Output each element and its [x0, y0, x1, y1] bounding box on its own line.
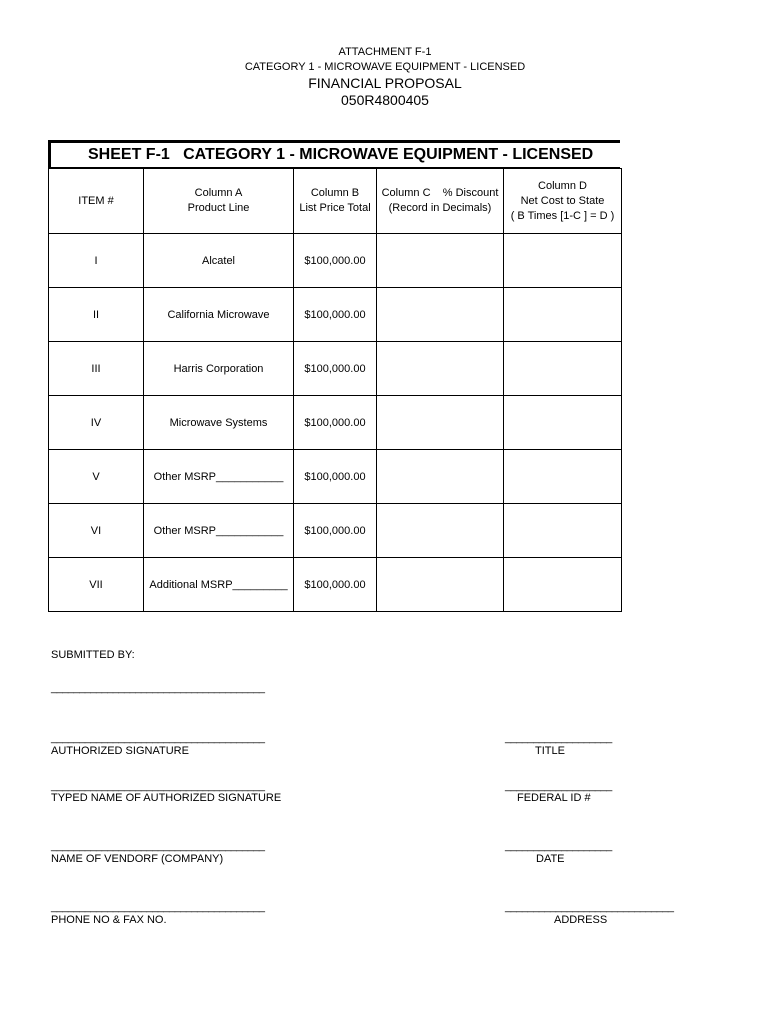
sheet-title: SHEET F-1 CATEGORY 1 - MICROWAVE EQUIPMENT - LICENSED [88, 146, 594, 163]
net-cost-field[interactable] [504, 342, 622, 396]
item-number: VI [49, 504, 144, 558]
product-line: Microwave Systems [144, 396, 294, 450]
phone-fax-line[interactable]: ______________________________________ [51, 901, 265, 913]
product-line: Other MSRP___________ [144, 450, 294, 504]
date-label: DATE [536, 853, 565, 865]
vendor-name-label: NAME OF VENDORF (COMPANY) [51, 853, 224, 865]
header-column-a: Column A Product Line [144, 169, 294, 234]
header-item: ITEM # [49, 169, 144, 234]
item-number: V [49, 450, 144, 504]
net-cost-field[interactable] [504, 450, 622, 504]
vendor-name-line[interactable]: ______________________________________ [51, 840, 265, 852]
item-number: IV [49, 396, 144, 450]
federal-id-line[interactable]: ___________________ [505, 780, 612, 792]
submitted-by-line[interactable]: ______________________________________ [51, 682, 265, 694]
list-price: $100,000.00 [294, 450, 377, 504]
title-line[interactable]: ___________________ [505, 732, 612, 744]
discount-field[interactable] [377, 504, 504, 558]
product-line: Alcatel [144, 234, 294, 288]
item-number: I [49, 234, 144, 288]
product-line: California Microwave [144, 288, 294, 342]
document-number: 050R4800405 [341, 92, 429, 108]
table-row [49, 450, 622, 504]
table-row [49, 396, 622, 450]
category-label: CATEGORY 1 - MICROWAVE EQUIPMENT - LICENSED [244, 61, 526, 73]
header-column-c: Column C % Discount (Record in Decimals) [377, 169, 504, 234]
discount-field[interactable] [377, 234, 504, 288]
submitted-by-label: SUBMITTED BY: [51, 649, 135, 661]
header-column-d: Column D Net Cost to State ( B Times [1-C ] = D ) [504, 169, 622, 234]
discount-field[interactable] [377, 396, 504, 450]
product-line: Other MSRP___________ [144, 504, 294, 558]
typed-name-line[interactable]: ______________________________________ [51, 780, 265, 792]
net-cost-field[interactable] [504, 396, 622, 450]
item-number: VII [49, 558, 144, 612]
list-price: $100,000.00 [294, 288, 377, 342]
federal-id-label: FEDERAL ID # [517, 792, 591, 804]
address-line[interactable]: ______________________________ [505, 901, 674, 913]
table-header-row [49, 169, 622, 234]
net-cost-field[interactable] [504, 504, 622, 558]
net-cost-field[interactable] [504, 288, 622, 342]
net-cost-field[interactable] [504, 558, 622, 612]
table-row [49, 288, 622, 342]
list-price: $100,000.00 [294, 396, 377, 450]
authorized-signature-line[interactable]: ______________________________________ [51, 732, 265, 744]
authorized-signature-label: AUTHORIZED SIGNATURE [51, 745, 189, 757]
title-label: TITLE [535, 745, 565, 757]
discount-field[interactable] [377, 288, 504, 342]
document-title: FINANCIAL PROPOSAL [308, 75, 462, 91]
item-number: III [49, 342, 144, 396]
product-line: Additional MSRP_________ [144, 558, 294, 612]
date-line[interactable]: ___________________ [505, 840, 612, 852]
table-row [49, 234, 622, 288]
sheet-title-box [48, 140, 620, 168]
discount-field[interactable] [377, 450, 504, 504]
list-price: $100,000.00 [294, 558, 377, 612]
pricing-table [48, 168, 622, 612]
list-price: $100,000.00 [294, 234, 377, 288]
table-row [49, 558, 622, 612]
document-header [0, 45, 770, 109]
discount-field[interactable] [377, 342, 504, 396]
table-row [49, 504, 622, 558]
typed-name-label: TYPED NAME OF AUTHORIZED SIGNATURE [51, 792, 282, 804]
item-number: II [49, 288, 144, 342]
list-price: $100,000.00 [294, 504, 377, 558]
net-cost-field[interactable] [504, 234, 622, 288]
phone-fax-label: PHONE NO & FAX NO. [51, 914, 167, 926]
list-price: $100,000.00 [294, 342, 377, 396]
discount-field[interactable] [377, 558, 504, 612]
table-row [49, 342, 622, 396]
address-label: ADDRESS [554, 914, 608, 926]
product-line: Harris Corporation [144, 342, 294, 396]
attachment-label: ATTACHMENT F-1 [338, 46, 432, 58]
header-column-b: Column B List Price Total [294, 169, 377, 234]
